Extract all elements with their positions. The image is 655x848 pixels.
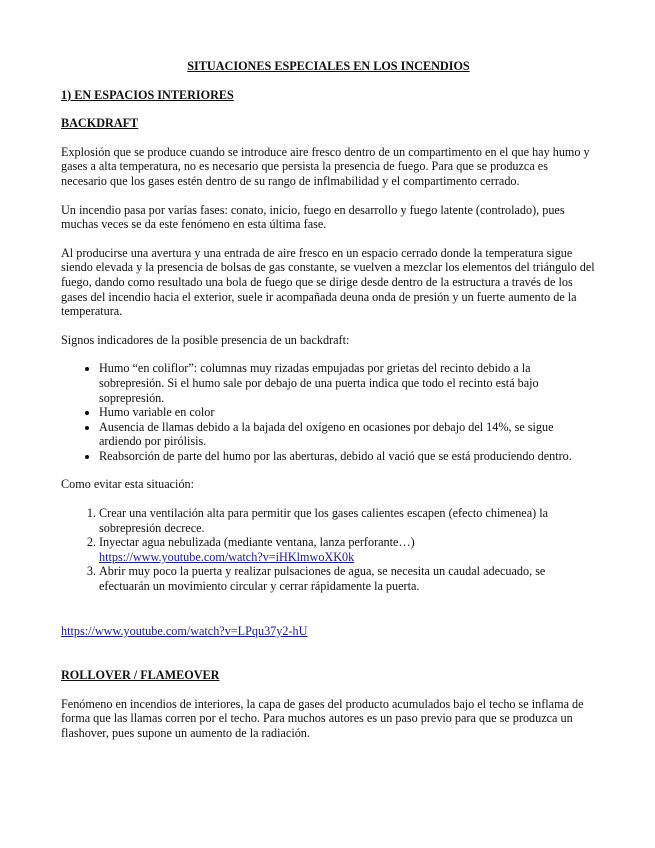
backdraft-paragraph-2: Un incendio pasa por varías fases: conato, inicio, fuego en desarrollo y fuego latente (controlado), pues muchas veces se da este fenómeno en esta última fase. — [61, 202, 565, 232]
backdraft-heading: BACKDRAFT — [61, 116, 139, 131]
list-item: • Humo variable en color — [99, 405, 596, 420]
list-item: • Humo “en coliflor”: columnas muy rizadas empujadas por grietas del recinto debido a la sobrepresión. Si el humo sale por debajo de una puerta indica que todo el recinto está bajo soprepresión. — [99, 361, 596, 405]
list-item: • Ausencia de llamas debido a la bajada del oxígeno en ocasiones por debajo del 14%, se sigue ardiendo por pirólisis. — [99, 420, 596, 449]
signs-list — [61, 361, 596, 463]
list-item: • Reabsorción de parte del humo por las aberturas, debido al vació que se está produciendo dentro. — [99, 449, 596, 464]
youtube-link-backdraft[interactable]: https://www.youtube.com/watch?v=LPqu37y2-hU — [61, 623, 308, 638]
section-heading-interiores: 1) EN ESPACIOS INTERIORES — [61, 87, 234, 102]
avoid-intro: Como evitar esta situación: — [61, 477, 195, 492]
backdraft-paragraph-3: Al producirse una avertura y una entrada de aire fresco en un espacio cerrado donde la temperatura sigue siendo elevada y la presencia de bolsas de gas constante, se vuelven a mezclar los elementos del triángulo del fuego, dando como resultado una bola de fuego que se dirige desde dentro de la estructura a través de los gases del incendio hacia el exterior, suele ir acompañada deuna onda de presión y un fuerte aumento de la temperatura. — [61, 245, 595, 319]
youtube-link-nebulizada[interactable]: https://www.youtube.com/watch?v=iHKlmwoXK0k — [99, 549, 355, 564]
document-title: SITUACIONES ESPECIALES EN LOS INCENDIOS — [187, 59, 470, 73]
list-item: 3. Abrir muy poco la puerta y realizar pulsaciones de agua, se necesita un caudal adecuado, se efectuarán un movimiento circular y cerrar rápidamente la puerta. — [99, 564, 596, 593]
document-page — [61, 59, 596, 755]
rollover-heading: ROLLOVER / FLAMEOVER — [61, 668, 220, 683]
list-item: 1. Crear una ventilación alta para permitir que los gases calientes escapen (efecto chimenea) la sobrepresión decrece. — [99, 506, 596, 535]
spacer — [61, 652, 596, 668]
spacer — [61, 608, 596, 624]
signs-intro: Signos indicadores de la posible presencia de un backdraft: — [61, 332, 350, 347]
list-item — [99, 535, 596, 564]
rollover-paragraph-1: Fenómeno en incendios de interiores, la capa de gases del producto acumulados bajo el techo se inflama de forma que las llamas corren por el techo. Para muchos autores es un paso previo para que se produzca un flashover, pues supone un aumento de la radiación. — [61, 696, 584, 740]
backdraft-paragraph-1: Explosión que se produce cuando se introduce aire fresco dentro de un compartimento en el que hay humo y gases a alta temperatura, no es necesario que persista la presencia de fuego. Para que se produzca es necesario que los gases estén dentro de su rango de inflmabilidad y el compartimento cerrado. — [61, 144, 590, 188]
avoid-list — [61, 506, 596, 594]
avoid-item-text: Inyectar agua nebulizada (mediante ventana, lanza perforante…) — [99, 535, 415, 550]
